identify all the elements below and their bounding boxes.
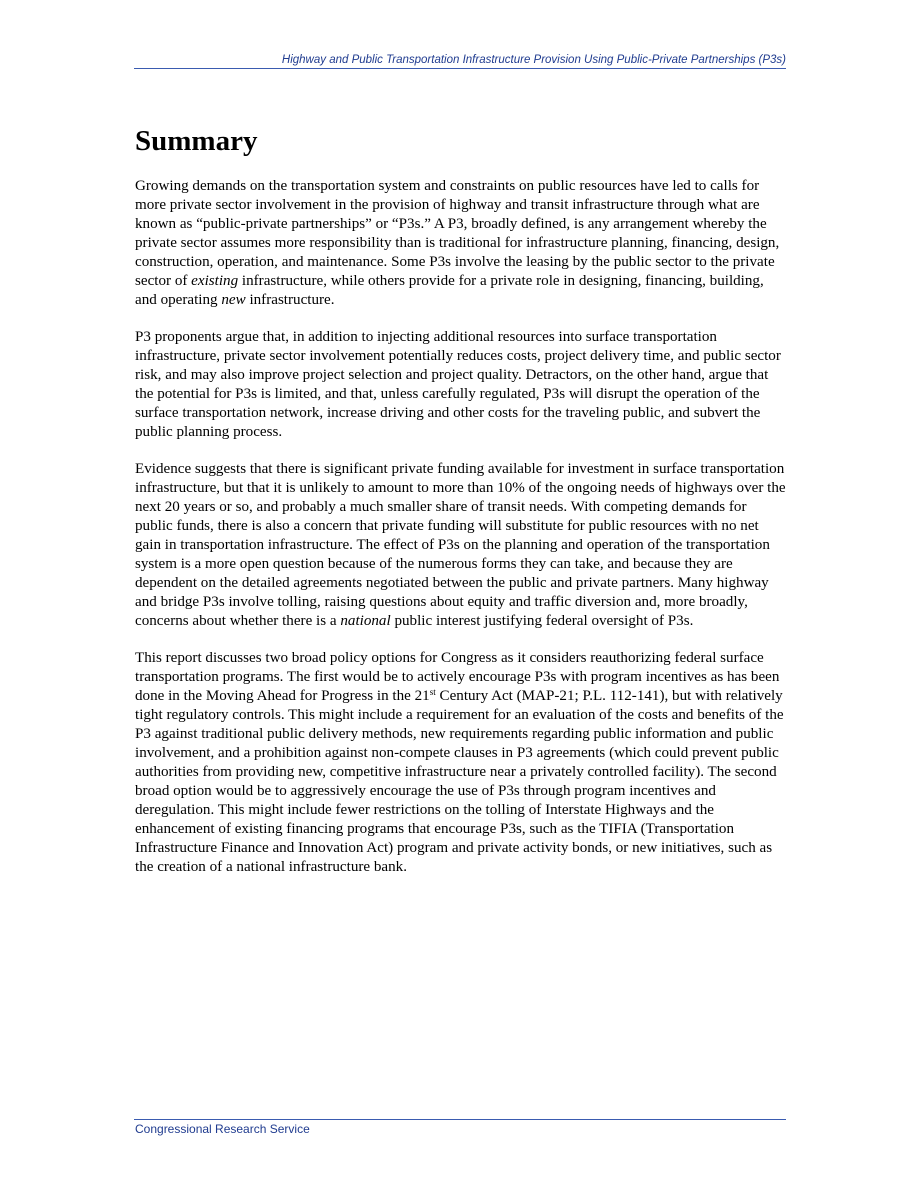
- emphasis-existing: existing: [191, 273, 239, 289]
- paragraph-4-text-a: This report discusses two broad policy options for Congress as it considers reauthorizing federal surface transportation programs. The first would be to actively encourage P3s with program incentives as has been done in the Moving Ahead for Progress in the 21: [135, 650, 780, 704]
- paragraph-3-text-a: Evidence suggests that there is significant private funding available for investment in surface transportation infrastructure, but that it is unlikely to amount to more than 10% of the ongoing needs of highways over the next 20 years or so, and probably a much smaller share of transit needs. With competing demands for public funds, there is also a concern that private funding will substitute for public resources with no net gain in transportation infrastructure. The effect of P3s on the planning and operation of the transportation system is a more open question because of the numerous forms they can take, and because they are dependent on the detailed agreements negotiated between the public and private partners. Many highway and bridge P3s involve tolling, raising questions about equity and traffic diversion and, more broadly, concerns about whether there is a: [135, 461, 786, 629]
- paragraph-4-text-b: Century Act (MAP-21; P.L. 112-141), but with relatively tight regulatory controls. This might include a requirement for an evaluation of the costs and benefits of the P3 against traditional public delivery methods, new requirements regarding public information and public involvement, and a prohibition against non-compete clauses in P3 agreements (which could prevent public authorities from providing new, competitive infrastructure near a privately controlled facility). The second broad option would be to aggressively encourage the use of P3s through program incentives and deregulation. This might include fewer restrictions on the tolling of Interstate Highways and the enhancement of existing financing programs that encourage P3s, such as the TIFIA (Transportation Infrastructure Finance and Innovation Act) program and private activity bonds, or new initiatives, such as the creation of a national infrastructure bank.: [135, 688, 784, 875]
- summary-body: [135, 177, 787, 895]
- emphasis-new: new: [221, 292, 246, 308]
- page-title: Summary: [135, 125, 258, 157]
- running-footer: Congressional Research Service: [135, 1122, 310, 1136]
- paragraph-3: [135, 460, 787, 631]
- paragraph-1: [135, 177, 787, 310]
- paragraph-1-text-e: infrastructure.: [245, 292, 335, 308]
- running-header: Highway and Public Transportation Infrastructure Provision Using Public-Private Partnerships (P3s): [281, 54, 786, 66]
- paragraph-2: P3 proponents argue that, in addition to injecting additional resources into surface transportation infrastructure, private sector involvement potentially reduces costs, project delivery time, and public sector risk, and may also improve project selection and project quality. Detractors, on the other hand, argue that the potential for P3s is limited, and that, unless carefully regulated, P3s will disrupt the operation of the surface transportation network, increase driving and other costs for the traveling public, and subvert the public planning process.: [135, 329, 781, 440]
- header-divider: [134, 68, 786, 69]
- emphasis-national: national: [340, 613, 391, 629]
- paragraph-1-text-a: Growing demands on the transportation system and constraints on public resources have led to calls for more private sector involvement in the provision of highway and transit infrastructure through what are known as “public-private partnerships” or “P3s.” A P3, broadly defined, is any arrangement whereby the private sector assumes more responsibility than is traditional for infrastructure planning, financing, design, construction, operation, and maintenance. Some P3s involve the leasing by the public sector to the private sector of: [135, 178, 780, 289]
- paragraph-4: [135, 649, 787, 877]
- paragraph-3-text-c: public interest justifying federal oversight of P3s.: [390, 613, 694, 629]
- ordinal-superscript: st: [429, 687, 436, 697]
- paragraph-1-text-c: infrastructure, while others provide for a private role in designing, financing, building, and operating: [135, 273, 764, 308]
- footer-divider: [134, 1119, 786, 1120]
